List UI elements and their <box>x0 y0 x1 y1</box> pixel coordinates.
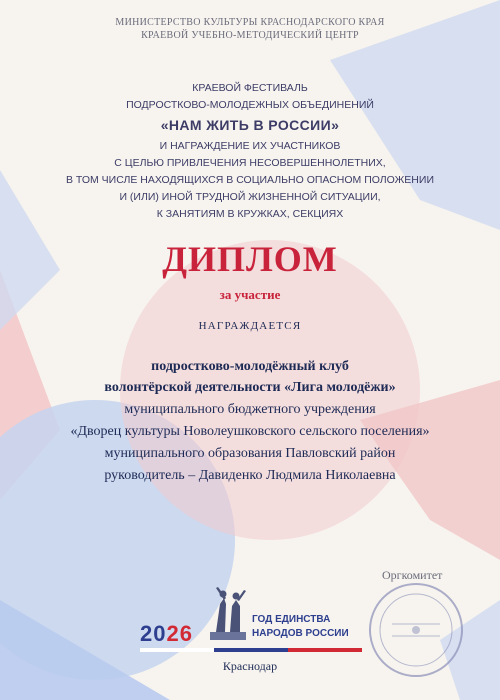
year-logo-part-1: 20 <box>140 621 167 646</box>
festival-line-4: И НАГРАЖДЕНИЕ ИХ УЧАСТНИКОВ <box>159 140 341 152</box>
festival-line-7: И (ИЛИ) ИНОЙ ТРУДНОЙ ЖИЗНЕННОЙ СИТУАЦИИ, <box>119 191 381 203</box>
festival-name: «НАМ ЖИТЬ В РОССИИ» <box>160 117 340 133</box>
festival-line-2: ПОДРОСТКОВО-МОЛОДЕЖНЫХ ОБЪЕДИНЕНИЙ <box>126 99 374 111</box>
recipient-line-2: волонтёрской деятельности «Лига молодёжи» <box>104 380 396 395</box>
orgcommittee-label: Оргкомитет <box>382 568 443 582</box>
recipient-line-4: «Дворец культуры Новолеушковского сельского поселения» <box>70 424 430 439</box>
unity-line-1: ГОД ЕДИНСТВА <box>252 614 331 625</box>
diploma-subtitle: за участие <box>219 287 281 302</box>
recipient-line-3: муниципального бюджетного учреждения <box>124 402 376 417</box>
recipient-line-1: подростково-молодёжный клуб <box>151 359 349 374</box>
recipient-line-6: руководитель – Давиденко Людмила Николаевна <box>104 468 396 483</box>
festival-line-1: КРАЕВОЙ ФЕСТИВАЛЬ <box>192 82 308 94</box>
diploma-title: ДИПЛОМ <box>162 239 338 279</box>
festival-line-5: С ЦЕЛЬЮ ПРИВЛЕЧЕНИЯ НЕСОВЕРШЕННОЛЕТНИХ, <box>114 157 386 169</box>
flag-stripe <box>140 648 362 652</box>
ministry-header: МИНИСТЕРСТВО КУЛЬТУРЫ КРАСНОДАРСКОГО КРАЯ <box>115 17 385 28</box>
awarded-label: НАГРАЖДАЕТСЯ <box>198 320 302 332</box>
year-logo-number <box>140 621 193 647</box>
year-logo-part-2: 26 <box>166 621 193 646</box>
festival-line-8: К ЗАНЯТИЯМ В КРУЖКАХ, СЕКЦИЯХ <box>156 208 344 220</box>
monument-icon <box>206 582 250 642</box>
unity-line-2: НАРОДОВ РОССИИ <box>252 628 349 639</box>
festival-line-6: В ТОМ ЧИСЛЕ НАХОДЯЩИХСЯ В СОЦИАЛЬНО ОПАСНОМ ПОЛОЖЕНИИ <box>65 174 434 186</box>
center-header: КРАЕВОЙ УЧЕБНО-МЕТОДИЧЕСКИЙ ЦЕНТР <box>141 30 359 41</box>
recipient-line-5: муниципального образования Павловский район <box>104 446 396 461</box>
city-name: Краснодар <box>222 659 278 673</box>
